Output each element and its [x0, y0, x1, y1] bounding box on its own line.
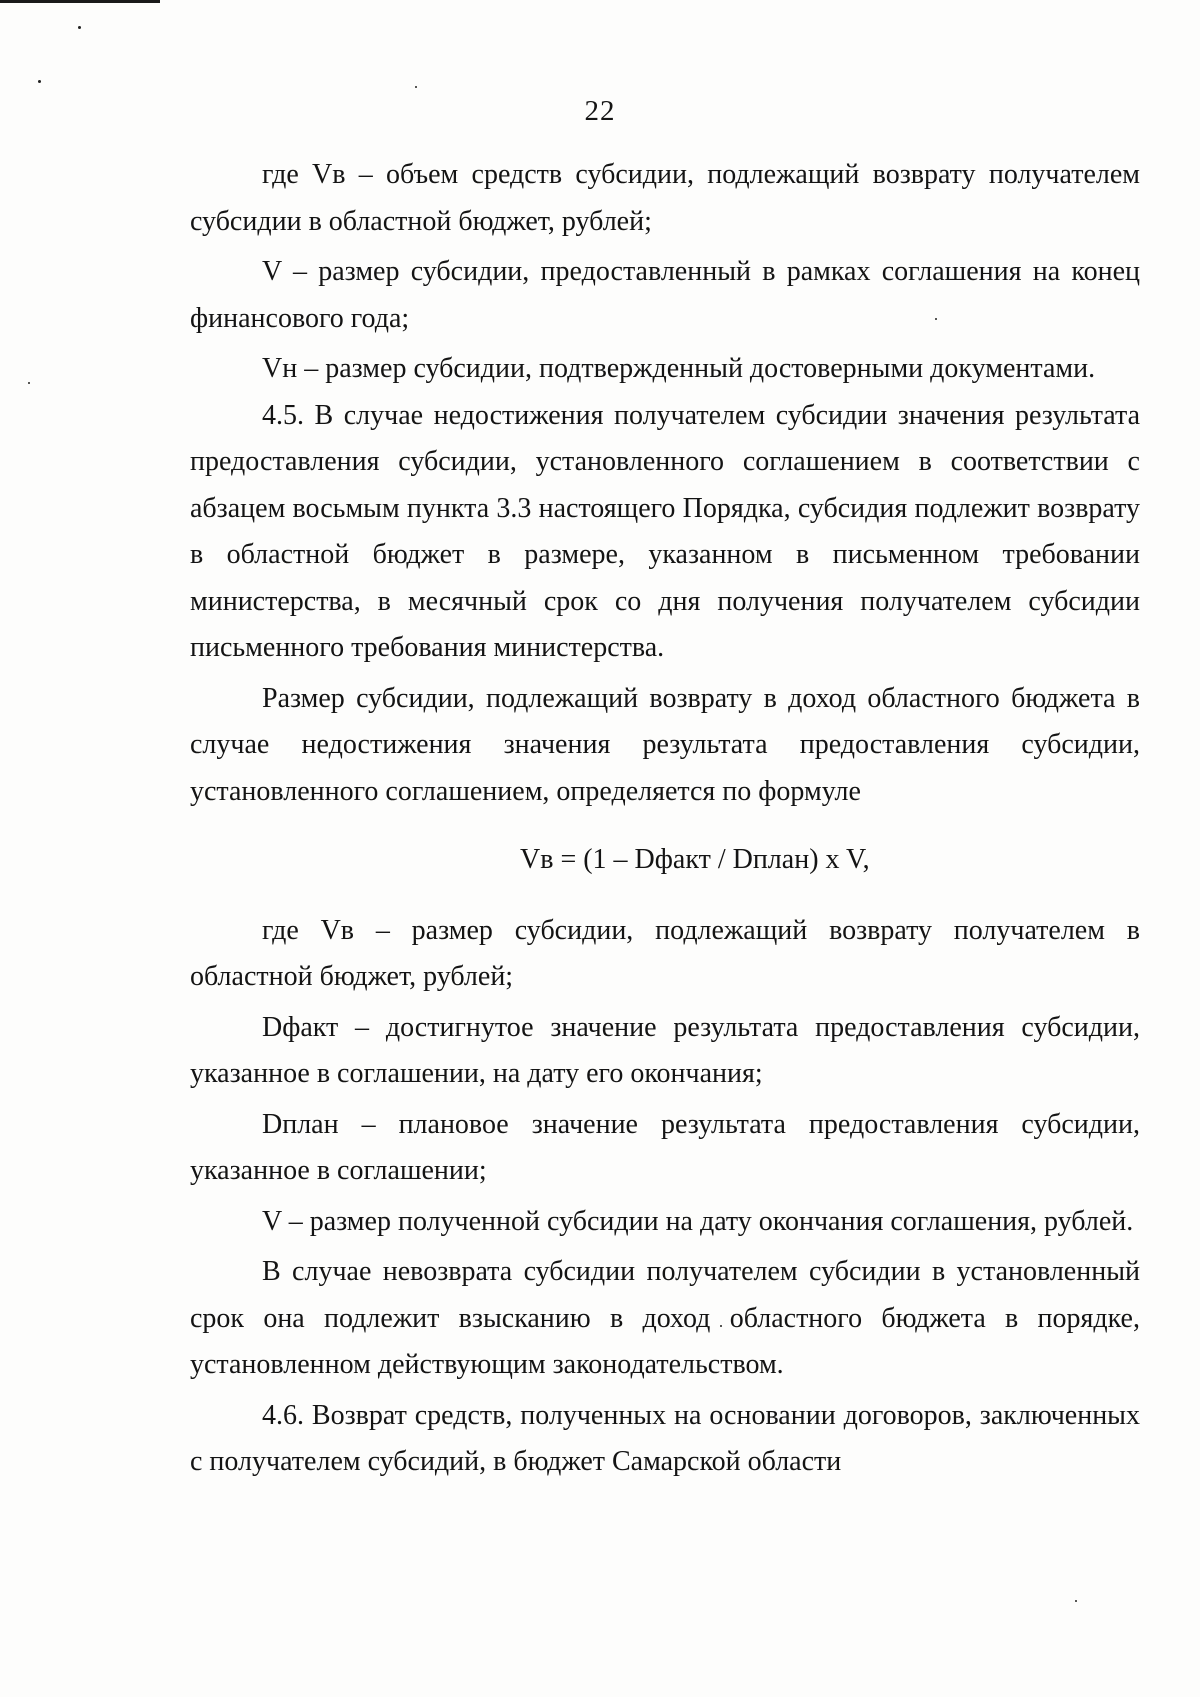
- paragraph-vv-definition-2: где Vв – размер субсидии, подлежащий возврату получателем в областной бюджет, рублей;: [190, 914, 1140, 992]
- paragraph-v-received-definition: V – размер полученной субсидии на дату окончания соглашения, рублей.: [262, 1205, 1134, 1237]
- paragraph-vv-definition: где Vв – объем средств субсидии, подлежащий возврату получателем субсидии в областной бюджет, рублей;: [190, 159, 1140, 237]
- body-text: [190, 152, 1140, 1486]
- paragraph-refund-amount: Размер субсидии, подлежащий возврату в доход областного бюджета в случае недостижения значения результата предоставления субсидии, установленного соглашением, определяется по формуле: [190, 682, 1140, 807]
- scan-speck: [78, 26, 81, 29]
- paragraph-vn-definition: Vн – размер субсидии, подтвержденный достоверными документами.: [262, 353, 1096, 384]
- scan-speck: [38, 80, 41, 83]
- paragraph-v-definition: V – размер субсидии, предоставленный в рамках соглашения на конец финансового года;: [190, 256, 1140, 334]
- scan-speck: [415, 86, 417, 88]
- scan-speck: [1075, 1600, 1077, 1602]
- paragraph-dplan-definition: Dплан – плановое значение результата предоставления субсидии, указанное в соглашении;: [190, 1108, 1140, 1186]
- paragraph-4-5: 4.5. В случае недостижения получателем субсидии значения результата предоставления субсидии, установленного соглашением в соответствии с абзацем восьмым пункта 3.3 настоящего Порядка, субсидия подлежит возврату в областной бюджет в размере, указанном в письменном требовании министерства, в месячный срок со дня получения получателем субсидии письменного требования министерства.: [190, 399, 1140, 663]
- scan-speck: [28, 382, 30, 384]
- refund-formula: Vв = (1 – Dфакт / Dплан) x V,: [520, 844, 870, 875]
- paragraph-non-return: В случае невозврата субсидии получателем субсидии в установленный срок она подлежит взысканию в доход областного бюджета в порядке, установленном действующим законодательством.: [190, 1256, 1140, 1380]
- paragraph-4-6: 4.6. Возврат средств, полученных на основании договоров, заключенных с получателем субсидий, в бюджет Самарской области: [190, 1399, 1140, 1477]
- page-number: 22: [584, 95, 616, 127]
- scan-edge-mark: [0, 0, 160, 3]
- paragraph-dfact-definition: Dфакт – достигнутое значение результата предоставления субсидии, указанное в соглашении, на дату его окончания;: [190, 1011, 1140, 1089]
